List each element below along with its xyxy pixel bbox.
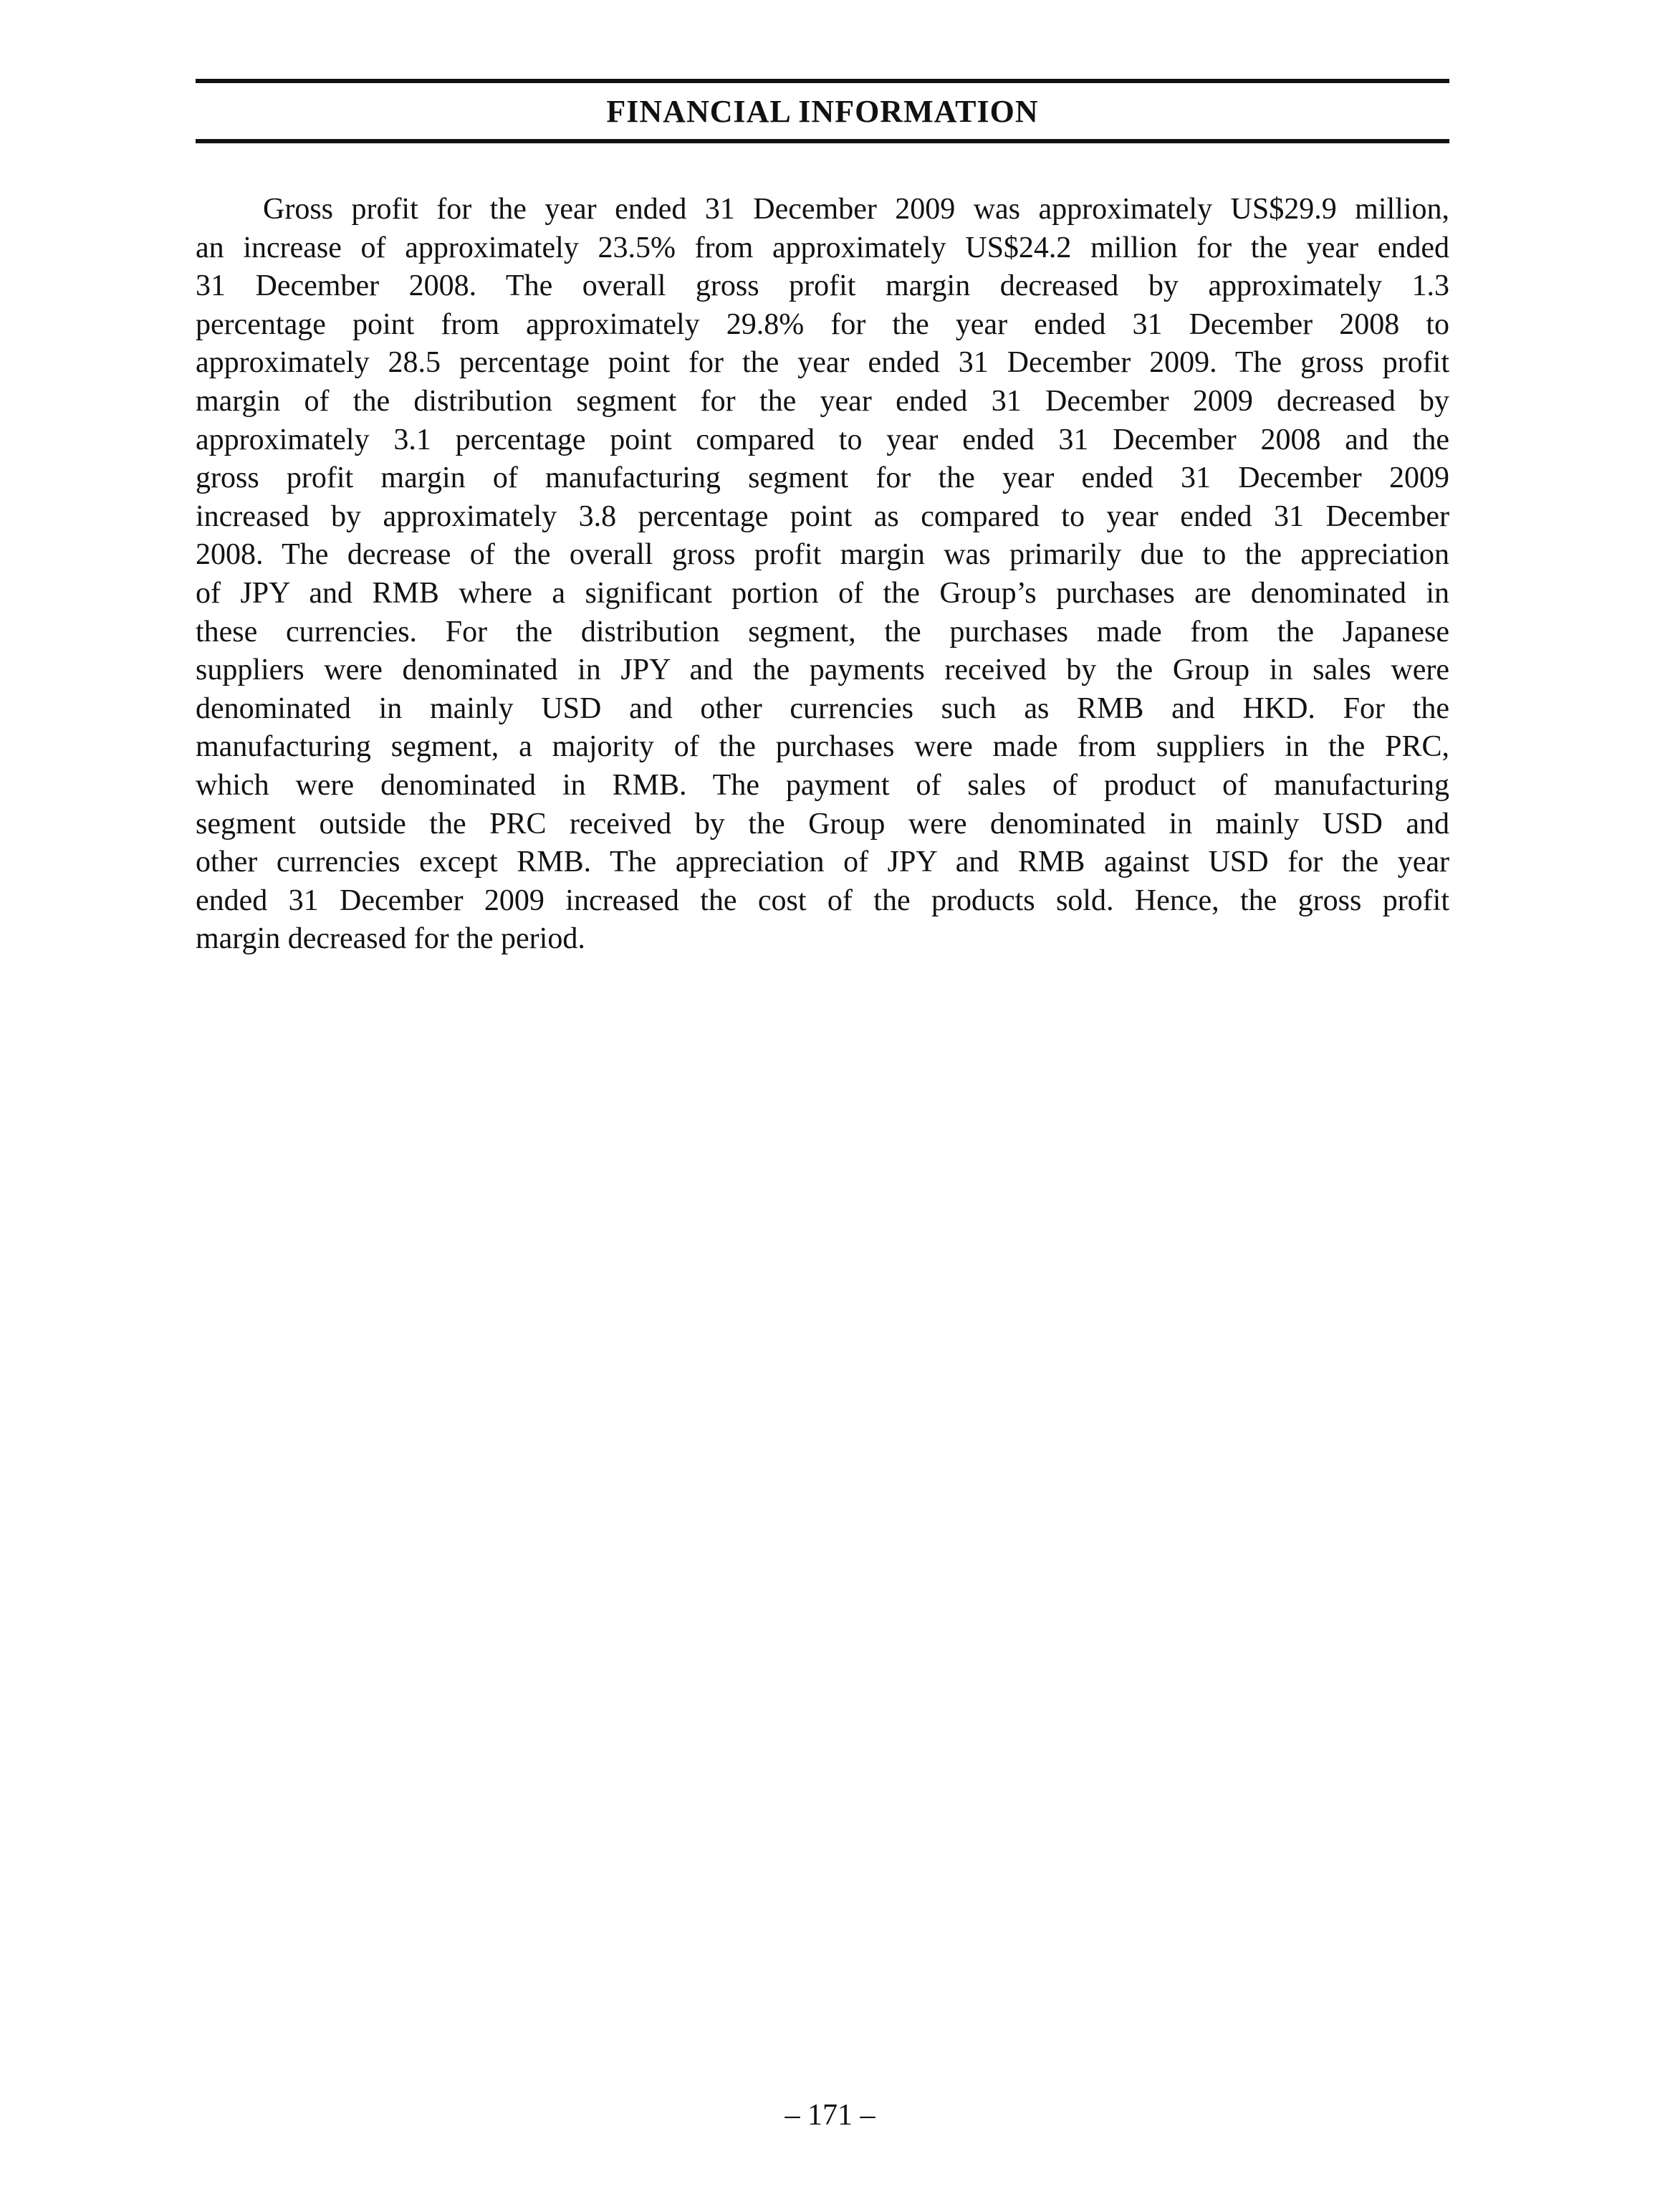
paragraph-line: margin decreased for the period. [196,922,585,956]
paragraph-line: these currencies. For the distribution segment, the purchases made from the Japanese [196,615,1449,648]
paragraph-line: an increase of approximately 23.5% from approximately US$24.2 million for the year ended [196,231,1449,264]
paragraph-line: suppliers were denominated in JPY and the payments received by the Group in sales were [196,653,1449,687]
page-title: FINANCIAL INFORMATION [606,94,1039,129]
header-bottom-rule [196,139,1449,143]
paragraph-line: ended 31 December 2009 increased the cost of the products sold. Hence, the gross profit [196,884,1449,917]
body-paragraph [196,191,1449,959]
header-top-rule [196,79,1449,83]
paragraph-line: of JPY and RMB where a significant portion of the Group’s purchases are denominated in [196,576,1449,610]
paragraph-line: margin of the distribution segment for the year ended 31 December 2009 decreased by [196,384,1449,418]
paragraph-line: 2008. The decrease of the overall gross profit margin was primarily due to the appreciation [196,538,1449,572]
paragraph-line: Gross profit for the year ended 31 December 2009 was approximately US$29.9 million, [263,193,1449,226]
page-number: – 171 – [785,2099,875,2132]
paragraph-line: 31 December 2008. The overall gross profit margin decreased by approximately 1.3 [196,269,1449,303]
paragraph-line: which were denominated in RMB. The payment of sales of product of manufacturing [196,768,1449,802]
paragraph-line: manufacturing segment, a majority of the purchases were made from suppliers in the PRC, [196,730,1449,764]
paragraph-line: denominated in mainly USD and other currencies such as RMB and HKD. For the [196,691,1449,725]
paragraph-line: gross profit margin of manufacturing segment for the year ended 31 December 2009 [196,461,1449,495]
paragraph-line: percentage point from approximately 29.8% for the year ended 31 December 2008 to [196,307,1449,341]
paragraph-line: increased by approximately 3.8 percentage point as compared to year ended 31 December [196,499,1449,533]
paragraph-line: approximately 28.5 percentage point for the year ended 31 December 2009. The gross profit [196,346,1449,380]
paragraph-line: segment outside the PRC received by the Group were denominated in mainly USD and [196,807,1449,841]
paragraph-line: other currencies except RMB. The appreciation of JPY and RMB against USD for the year [196,846,1449,879]
paragraph-line: approximately 3.1 percentage point compared to year ended 31 December 2008 and the [196,423,1449,456]
